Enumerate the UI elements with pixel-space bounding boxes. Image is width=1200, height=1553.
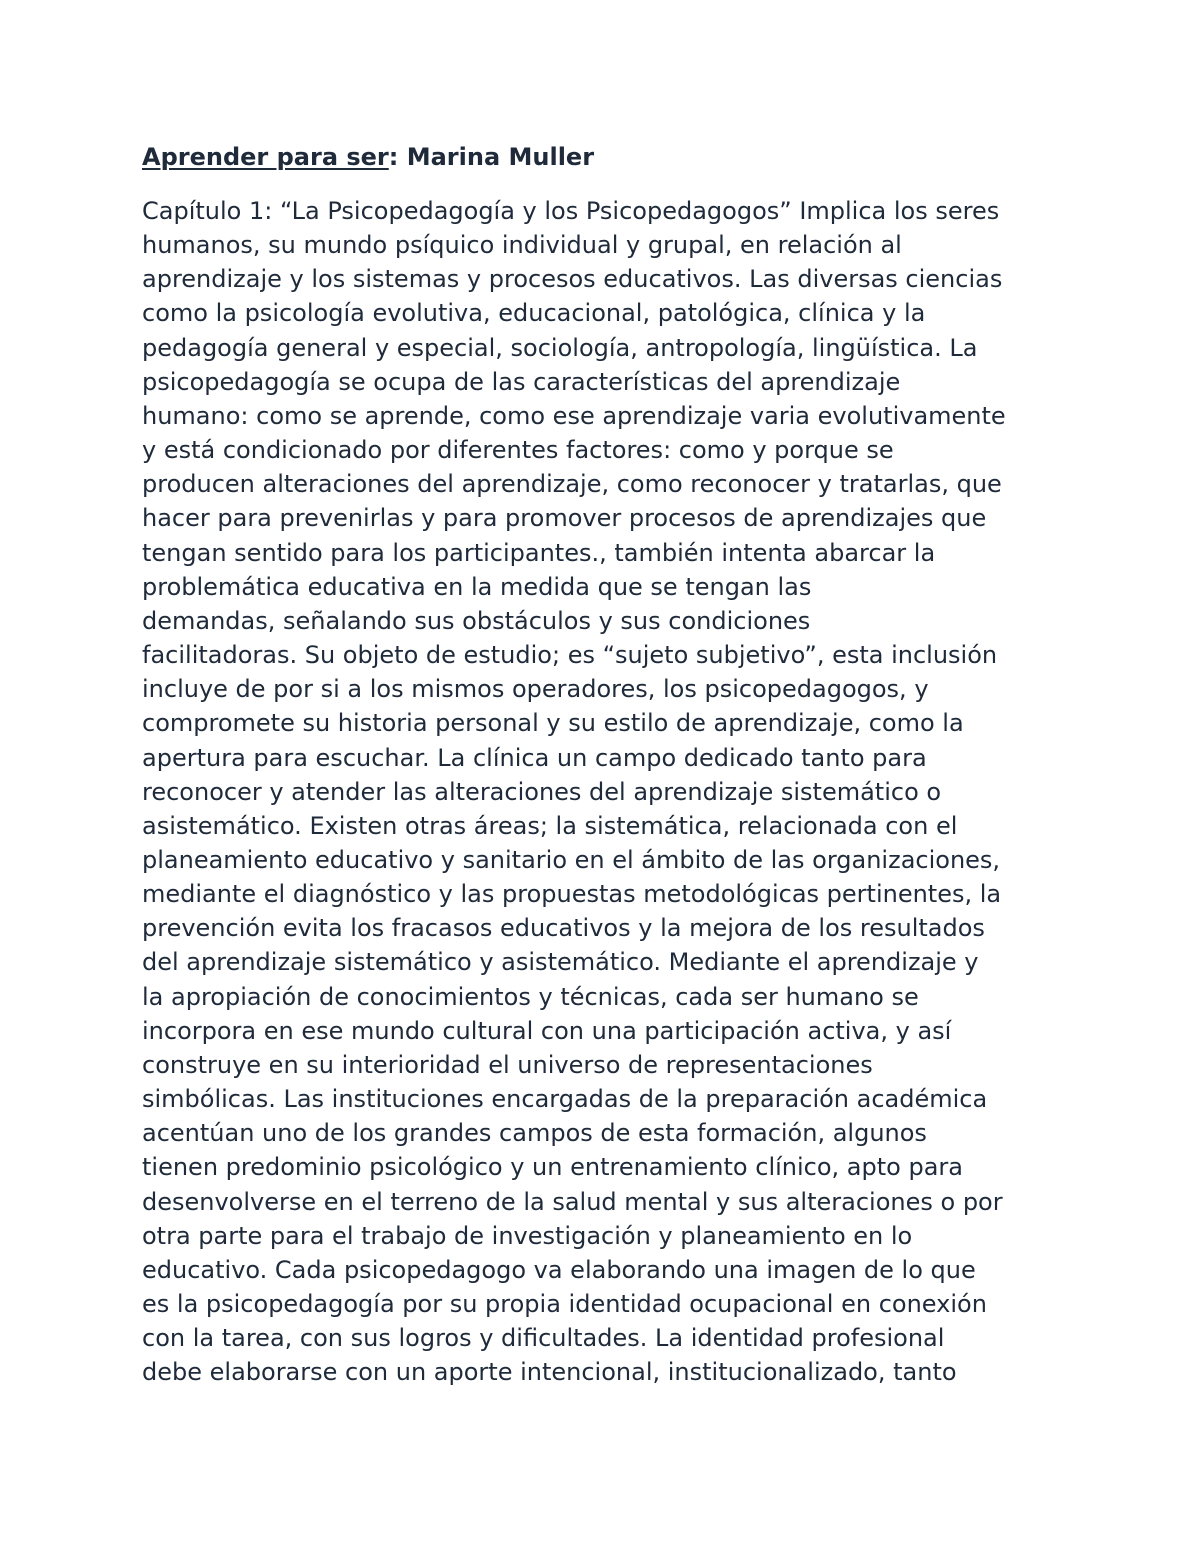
title-underlined-part: Aprender para ser xyxy=(142,143,389,171)
body-line: humano: como se aprende, como ese aprendizaje varia evolutivamente xyxy=(142,401,1006,430)
body-line: educativo. Cada psicopedagogo va elaborando una imagen de lo que xyxy=(142,1255,976,1284)
body-line: psicopedagogía se ocupa de las características del aprendizaje xyxy=(142,367,901,396)
body-line: con la tarea, con sus logros y dificultades. La identidad profesional xyxy=(142,1324,945,1353)
body-line: asistemático. Existen otras áreas; la sistemática, relacionada con el xyxy=(142,811,958,840)
body-line: problemática educativa en la medida que se tengan las xyxy=(142,572,812,601)
body-line: tengan sentido para los participantes., también intenta abarcar la xyxy=(142,538,936,567)
body-line: hacer para prevenirlas y para promover procesos de aprendizajes que xyxy=(142,504,987,533)
document-title xyxy=(142,140,1082,174)
body-line: compromete su historia personal y su estilo de aprendizaje, como la xyxy=(142,709,964,738)
body-line: es la psicopedagogía por su propia identidad ocupacional en conexión xyxy=(142,1290,987,1318)
body-line: mediante el diagnóstico y las propuestas metodológicas pertinentes, la xyxy=(142,880,1002,909)
body-line: construye en su interioridad el universo de representaciones xyxy=(142,1050,873,1079)
title-separator: : xyxy=(388,143,399,171)
body-line: desenvolverse en el terreno de la salud mental y sus alteraciones o por xyxy=(142,1187,1003,1216)
body-line: apertura para escuchar. La clínica un campo dedicado tanto para xyxy=(142,743,927,772)
body-line: la apropiación de conocimientos y técnicas, cada ser humano se xyxy=(142,982,919,1011)
title-author: Marina Muller xyxy=(398,143,595,171)
body-line: del aprendizaje sistemático y asistemático. Mediante el aprendizaje y xyxy=(142,948,979,977)
body-line: humanos, su mundo psíquico individual y grupal, en relación al xyxy=(142,231,902,260)
body-line: planeamiento educativo y sanitario en el ámbito de las organizaciones, xyxy=(142,845,1001,874)
body-line: pedagogía general y especial, sociología, antropología, lingüística. La xyxy=(142,333,978,362)
body-line: y está condicionado por diferentes factores: como y porque se xyxy=(142,436,894,465)
body-line: producen alteraciones del aprendizaje, como reconocer y tratarlas, que xyxy=(142,470,1002,499)
body-line: simbólicas. Las instituciones encargadas de la preparación académica xyxy=(142,1085,988,1114)
body-line: acentúan uno de los grandes campos de esta formación, algunos xyxy=(142,1119,927,1148)
body-line: como la psicología evolutiva, educacional, patológica, clínica y la xyxy=(142,299,926,328)
document-body xyxy=(142,194,1072,1389)
body-line: reconocer y atender las alteraciones del aprendizaje sistemático o xyxy=(142,777,942,806)
body-line: incorpora en ese mundo cultural con una participación activa, y así xyxy=(142,1016,952,1045)
body-line: incluye de por si a los mismos operadores, los psicopedagogos, y xyxy=(142,675,929,704)
body-line: debe elaborarse con un aporte intencional, institucionalizado, tanto xyxy=(142,1358,957,1387)
body-line: facilitadoras. Su objeto de estudio; es “sujeto subjetivo”, esta inclusión xyxy=(142,641,998,670)
body-line: otra parte para el trabajo de investigación y planeamiento en lo xyxy=(142,1221,913,1250)
body-line: aprendizaje y los sistemas y procesos educativos. Las diversas ciencias xyxy=(142,265,1003,294)
body-line: tienen predominio psicológico y un entrenamiento clínico, apto para xyxy=(142,1153,963,1182)
body-line: demandas, señalando sus obstáculos y sus condiciones xyxy=(142,606,811,635)
body-line: prevención evita los fracasos educativos y la mejora de los resultados xyxy=(142,914,985,943)
body-line: Capítulo 1: “La Psicopedagogía y los Psicopedagogos” Implica los seres xyxy=(142,197,1000,225)
